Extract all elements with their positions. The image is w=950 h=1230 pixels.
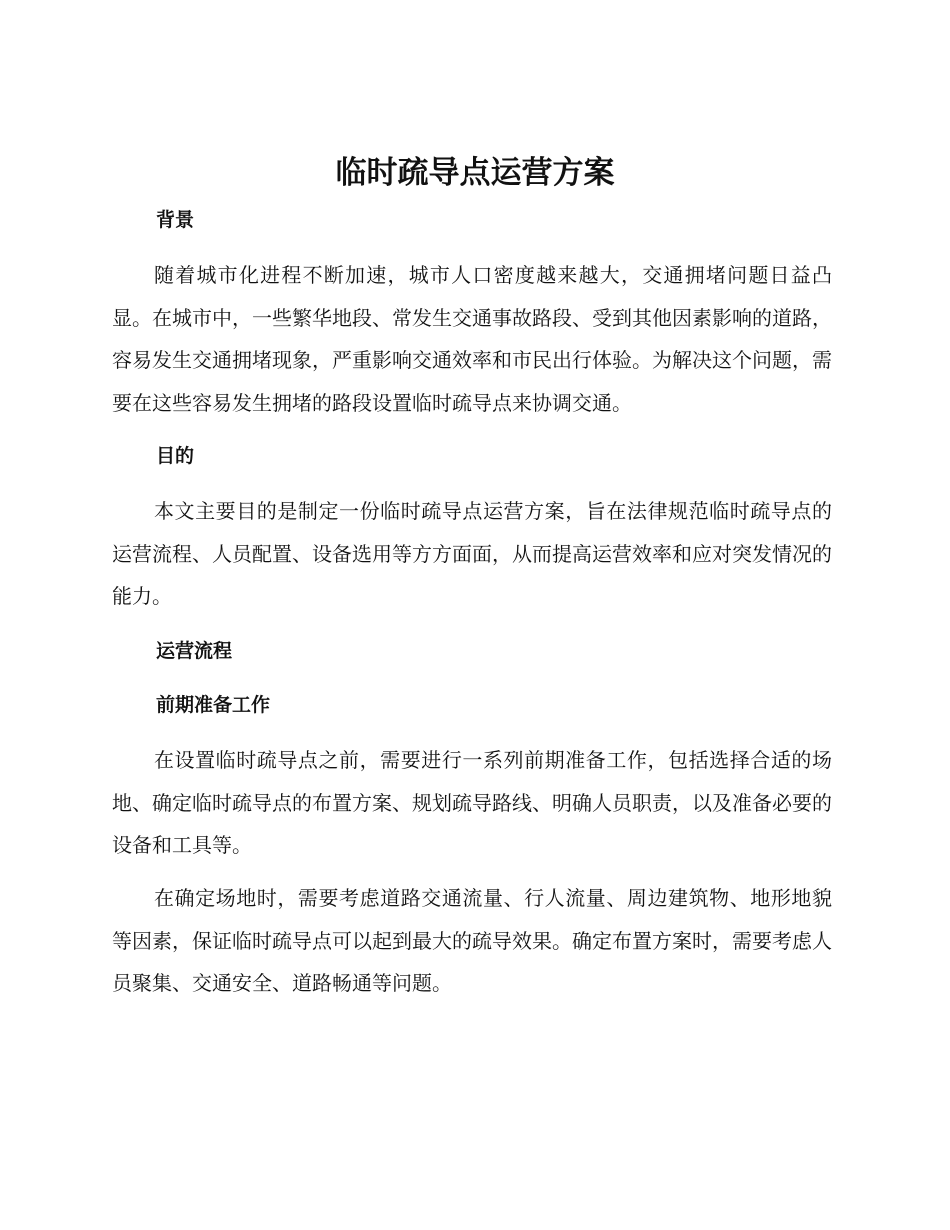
subsection-heading-preparation: 前期准备工作 xyxy=(156,694,271,716)
section-heading-purpose: 目的 xyxy=(156,445,195,467)
paragraph-preparation-2: 在确定场地时，需要考虑道路交通流量、行人流量、周边建筑物、地形地貌等因素，保证临时疏导点可以起到最大的疏导效果。确定布置方案时，需要考虑人员聚集、交通安全、道路畅通等问题。 xyxy=(112,886,832,995)
document-title: 临时疏导点运营方案 xyxy=(335,155,615,191)
section-heading-operations: 运营流程 xyxy=(156,640,233,662)
paragraph-preparation-1: 在设置临时疏导点之前，需要进行一系列前期准备工作，包括选择合适的场地、确定临时疏导点的布置方案、规划疏导路线、明确人员职责，以及准备必要的设备和工具等。 xyxy=(112,748,832,857)
section-heading-background: 背景 xyxy=(156,209,195,231)
paragraph-background: 随着城市化进程不断加速，城市人口密度越来越大，交通拥堵问题日益凸显。在城市中，一些繁华地段、常发生交通事故路段、受到其他因素影响的道路，容易发生交通拥堵现象，严重影响交通效率和市民出行体验。为解决这个问题，需要在这些容易发生拥堵的路段设置临时疏导点来协调交通。 xyxy=(112,263,832,415)
paragraph-purpose: 本文主要目的是制定一份临时疏导点运营方案，旨在法律规范临时疏导点的运营流程、人员配置、设备选用等方方面面，从而提高运营效率和应对突发情况的能力。 xyxy=(112,499,832,608)
